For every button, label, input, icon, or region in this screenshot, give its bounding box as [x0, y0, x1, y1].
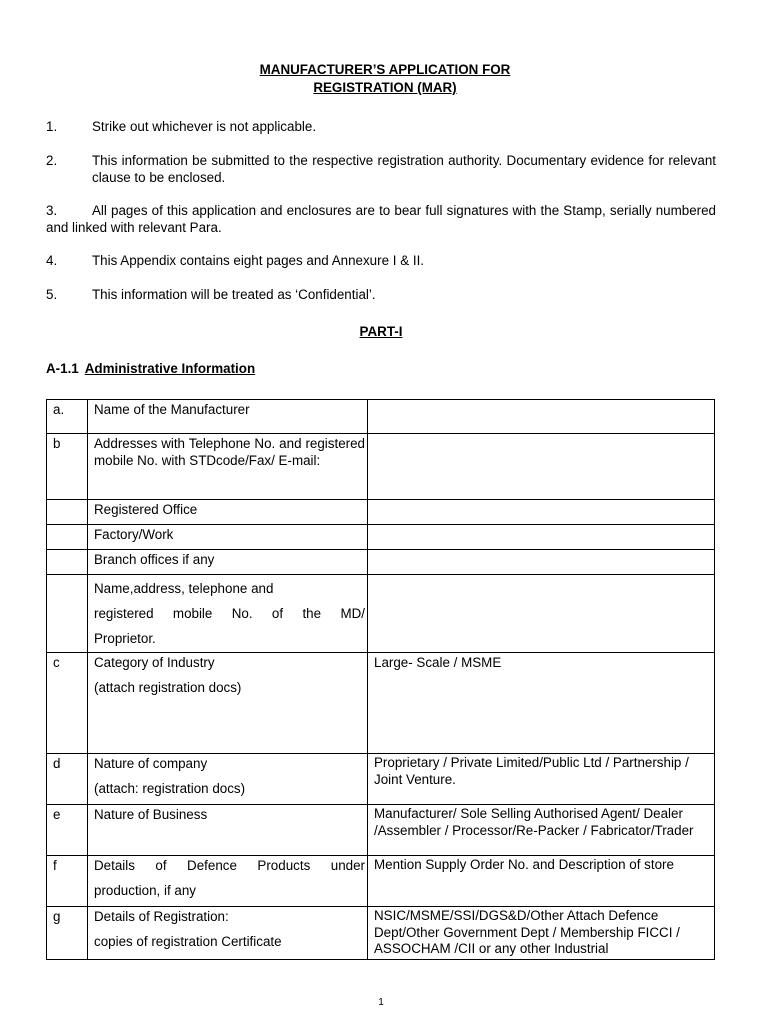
- registration-line1: Details of Registration:: [94, 909, 229, 924]
- md-line1-text: Name,address, telephone and: [94, 581, 274, 596]
- field-value[interactable]: [368, 575, 715, 653]
- row-label: c: [47, 653, 88, 754]
- category-line1: Category of Industry: [94, 655, 215, 670]
- table-row: [47, 653, 715, 754]
- row-label: a.: [47, 400, 88, 434]
- row-label: e: [47, 805, 88, 856]
- field-value[interactable]: [368, 400, 715, 434]
- field-label: Addresses with Telephone No. and registered mobile No. with STDcode/Fax/ E-mail:: [88, 434, 368, 500]
- instruction-text: This information be submitted to the respective registration authority. Documentary evidence for relevant clause to be enclosed.: [92, 153, 716, 185]
- instruction-number: 5.: [46, 287, 58, 302]
- row-label-empty: [47, 525, 88, 550]
- document-title-line1: MANUFACTURER’S APPLICATION FOR: [259, 62, 511, 77]
- table-row: [47, 754, 715, 805]
- nature-company-line2: (attach: registration docs): [94, 781, 246, 796]
- field-value[interactable]: NSIC/MSME/SSI/DGS&D/Other Attach Defence Dept/Other Government Dept / Membership FICCI / ASSOCHAM /CII or any other Industrial: [368, 907, 715, 960]
- row-label-empty: [47, 575, 88, 653]
- field-label: Branch offices if any: [88, 550, 368, 575]
- instruction-number: 2.: [46, 153, 58, 168]
- row-label-empty: [47, 550, 88, 575]
- instruction-text: All pages of this application and enclosures are to bear full signatures with the Stamp, serially numbered and linked with relevant Para.: [46, 203, 716, 235]
- section-number: A-1.1: [46, 361, 79, 376]
- table-row: [47, 907, 715, 960]
- table-row: [47, 525, 715, 550]
- row-label: g: [47, 907, 88, 960]
- field-label: [88, 575, 368, 653]
- field-label: Name of the Manufacturer: [88, 400, 368, 434]
- md-line3: Proprietor.: [94, 631, 156, 646]
- table-row: [47, 856, 715, 907]
- section-title: Administrative Information: [84, 361, 256, 376]
- row-label: b: [47, 434, 88, 500]
- instruction-text: This information will be treated as ‘Confidential’.: [92, 287, 376, 302]
- field-value[interactable]: [368, 434, 715, 500]
- instruction-number: 4.: [46, 253, 58, 268]
- page-number: 1: [378, 997, 384, 1008]
- table-row: [47, 575, 715, 653]
- field-label: [88, 653, 368, 754]
- table-row: [47, 400, 715, 434]
- defence-line2: production, if any: [94, 883, 196, 898]
- table-row: [47, 500, 715, 525]
- part-heading: PART-I: [359, 324, 403, 339]
- field-label: Nature of Business: [88, 805, 368, 856]
- row-label: d: [47, 754, 88, 805]
- field-label: [88, 907, 368, 960]
- administrative-info-table: [46, 399, 715, 960]
- table-row: [47, 434, 715, 500]
- field-value[interactable]: Mention Supply Order No. and Description of store: [368, 856, 715, 907]
- table-row: [47, 550, 715, 575]
- section-heading: [46, 360, 255, 377]
- instruction-text: Strike out whichever is not applicable.: [92, 119, 317, 134]
- nature-company-line1: Nature of company: [94, 756, 208, 771]
- category-line2: (attach registration docs): [94, 680, 242, 695]
- row-label-empty: [47, 500, 88, 525]
- field-label: Registered Office: [88, 500, 368, 525]
- field-value[interactable]: [368, 550, 715, 575]
- md-line2: registered mobile No. of the MD/: [94, 606, 365, 621]
- md-line1: [94, 576, 365, 601]
- field-value[interactable]: Manufacturer/ Sole Selling Authorised Agent/ Dealer /Assembler / Processor/Re-Packer / Fabricator/Trader: [368, 805, 715, 856]
- field-label: [88, 754, 368, 805]
- document-title-line2: REGISTRATION (MAR): [313, 80, 457, 95]
- row-label: f: [47, 856, 88, 907]
- table-row: [47, 805, 715, 856]
- field-value[interactable]: [368, 500, 715, 525]
- field-label: Factory/Work: [88, 525, 368, 550]
- instruction-3: [46, 202, 716, 236]
- instruction-text: This Appendix contains eight pages and Annexure I & II.: [92, 253, 425, 268]
- instruction-number: 1.: [46, 119, 58, 134]
- registration-line2: copies of registration Certificate: [94, 934, 282, 949]
- instruction-number: 3.: [46, 203, 58, 218]
- field-label: [88, 856, 368, 907]
- field-value[interactable]: Proprietary / Private Limited/Public Ltd / Partnership / Joint Venture.: [368, 754, 715, 805]
- defence-line1: Details of Defence Products under: [94, 858, 365, 873]
- field-value[interactable]: [368, 525, 715, 550]
- field-value[interactable]: Large- Scale / MSME: [368, 653, 715, 754]
